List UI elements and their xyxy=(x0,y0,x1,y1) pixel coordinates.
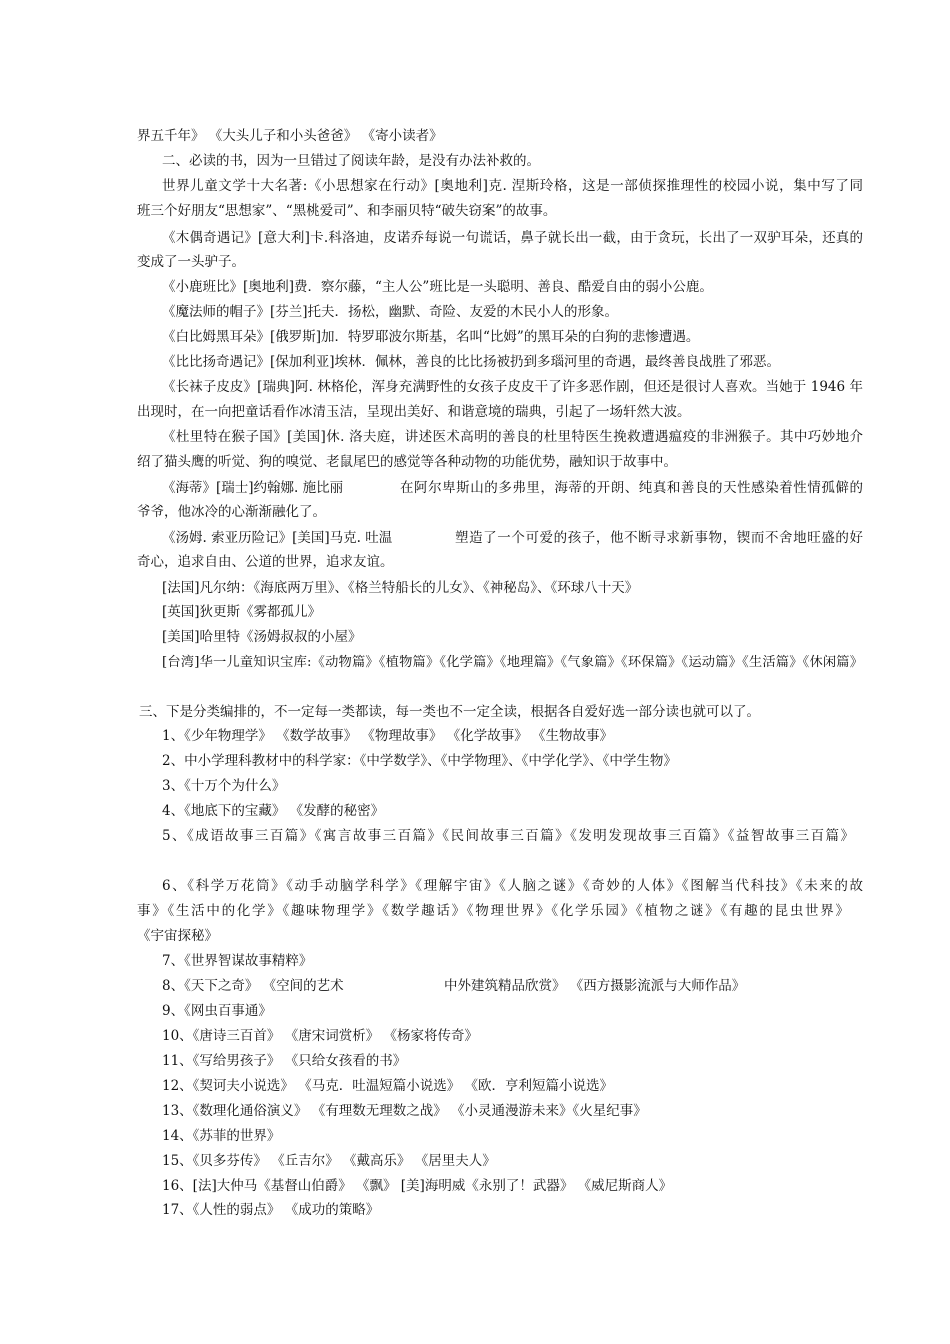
list-item: 4、《地底下的宝藏》 《发酵的秘密》 xyxy=(162,803,385,819)
text-line: 班三个好朋友“思想家”、“黑桃爱司”、和李丽贝特“破失窃案”的故事。 xyxy=(137,203,557,219)
text-line: 绍了猫头鹰的听觉、狗的嗅觉、老鼠尾巴的感觉等各种动物的功能优势，融知识于故事中。 xyxy=(137,454,677,470)
text-line: 变成了一头驴子。 xyxy=(137,254,245,270)
text-line: 《白比姆黑耳朵》[俄罗斯]加．特罗耶波尔斯基，名叫“比姆”的黑耳朵的白狗的悲惨遭遇。 xyxy=(162,329,700,345)
list-item: 2、中小学理科教材中的科学家：《中学数学》、《中学物理》、《中学化学》、《中学生物》 xyxy=(162,753,677,769)
text-line: [台湾]华一儿童知识宝库:《动物篇》《植物篇》《化学篇》《地理篇》《气象篇》《环保篇》《运动篇》《生活篇》《休闲篇》 xyxy=(162,655,863,670)
text-line: 世界儿童文学十大名著:《小思想家在行动》[奥地利]克. 涅斯玲格，这是一部侦探推理性的校园小说，集中写了同 xyxy=(162,178,863,194)
list-item: 11、《写给男孩子》 《只给女孩看的书》 xyxy=(162,1053,407,1069)
text-line: 《长袜子皮皮》[瑞典]阿. 林格伦，浑身充满野性的女孩子皮皮干了许多恶作剧，但还是很讨人喜欢。当她于 1946 年 xyxy=(162,379,863,395)
text-line: 出现时，在一向把童话看作冰清玉洁，呈现出美好、和谐意境的瑞典，引起了一场轩然大波。 xyxy=(137,404,691,420)
list-item: 中外建筑精品欣赏》 《西方摄影流派与大师作品》 xyxy=(444,978,746,994)
list-item: 14、《苏菲的世界》 xyxy=(162,1128,281,1144)
text-line: 《比比扬奇遇记》[保加利亚]埃林．佩林，善良的比比扬被扔到多瑙河里的奇遇，最终善良战胜了邪恶。 xyxy=(162,354,781,370)
text-line: 《魔法师的帽子》[芬兰]托夫．扬松，幽默、奇险、友爱的木民小人的形象。 xyxy=(162,304,619,320)
text-line: 塑造了一个可爱的孩子，他不断寻求新事物，锲而不舍地旺盛的好 xyxy=(455,530,863,546)
list-item: 事》《生活中的化学》《趣味物理学》《数学趣话》《物理世界》《化学乐园》《植物之谜》《有趣的昆虫世界》 xyxy=(137,903,849,919)
text-line: 《海蒂》[瑞士]约翰娜. 施比丽 xyxy=(162,480,344,496)
text-line: 《木偶奇遇记》[意大利]卡.科洛迪，皮诺乔每说一句谎话，鼻子就长出一截，由于贪玩，长出了一双驴耳朵，还真的 xyxy=(162,230,863,246)
text-line: 《杜里特在猴子国》[美国]休. 洛夫庭，讲述医术高明的善良的杜里特医生挽救遭遇瘟疫的非洲猴子。其中巧妙地介 xyxy=(162,429,863,445)
list-item: 9、《网虫百事通》 xyxy=(162,1003,272,1019)
section-heading-three: 三、下是分类编排的，不一定每一类都读，每一类也不一定全读，根据各自爱好选一部分读也就可以了。 xyxy=(139,704,760,720)
list-item: 17、《人性的弱点》 《成功的策略》 xyxy=(162,1202,380,1218)
list-item: 8、《天下之奇》 《空间的艺术 xyxy=(162,978,344,994)
text-line: 《小鹿班比》[奥地利]费．察尔藤，“主人公”班比是一头聪明、善良、酷爱自由的弱小公鹿。 xyxy=(162,279,713,295)
list-item: 5、《成语故事三百篇》《寓言故事三百篇》《民间故事三百篇》《发明发现故事三百篇》《益智故事三百篇》 xyxy=(162,828,854,844)
list-item: 7、《世界智谋故事精粹》 xyxy=(162,953,313,969)
text-line: 在阿尔卑斯山的多弗里，海蒂的开朗、纯真和善良的天性感染着性情孤僻的 xyxy=(400,480,863,496)
section-heading-two: 二、必读的书，因为一旦错过了阅读年龄，是没有办法补救的。 xyxy=(162,153,540,169)
list-item: 13、《数理化通俗演义》 《有理数无理数之战》 《小灵通漫游未来》《火星纪事》 xyxy=(162,1103,647,1119)
list-item: 12、《契诃夫小说选》 《马克．吐温短篇小说选》 《欧．亨利短篇小说选》 xyxy=(162,1078,614,1094)
list-item: 3、《十万个为什么》 xyxy=(162,778,286,794)
list-item: 15、《贝多芬传》 《丘吉尔》 《戴高乐》 《居里夫人》 xyxy=(162,1153,496,1169)
text-line: 界五千年》 《大头儿子和小头爸爸》 《寄小读者》 xyxy=(137,128,443,144)
list-item: 《宇宙探秘》 xyxy=(137,928,218,944)
list-item: 1、《少年物理学》 《数学故事》 《物理故事》 《化学故事》 《生物故事》 xyxy=(162,728,614,744)
text-line: 奇心，追求自由、公道的世界，追求友谊。 xyxy=(137,554,394,570)
list-item: 6、《科学万花筒》《动手动脑学科学》《理解宇宙》《人脑之谜》《奇妙的人体》《图解当代科技》《未来的故 xyxy=(162,878,863,894)
text-line: [英国]狄更斯《雾都孤儿》 xyxy=(162,604,322,620)
text-line: 《汤姆. 索亚历险记》[美国]马克. 吐温 xyxy=(162,530,393,546)
text-line: 爷爷，他冰冷的心渐渐融化了。 xyxy=(137,504,326,520)
text-line: [美国]哈里特《汤姆叔叔的小屋》 xyxy=(162,629,362,645)
list-item: 10、《唐诗三百首》 《唐宋词赏析》 《杨家将传奇》 xyxy=(162,1028,479,1044)
text-line: [法国]凡尔纳：《海底两万里》、《格兰特船长的儿女》、《神秘岛》、《环球八十天》 xyxy=(162,580,639,596)
list-item: 16、[法]大仲马《基督山伯爵》 《飘》 [美]海明威《永别了！武器》 《威尼斯商人》 xyxy=(162,1178,673,1194)
